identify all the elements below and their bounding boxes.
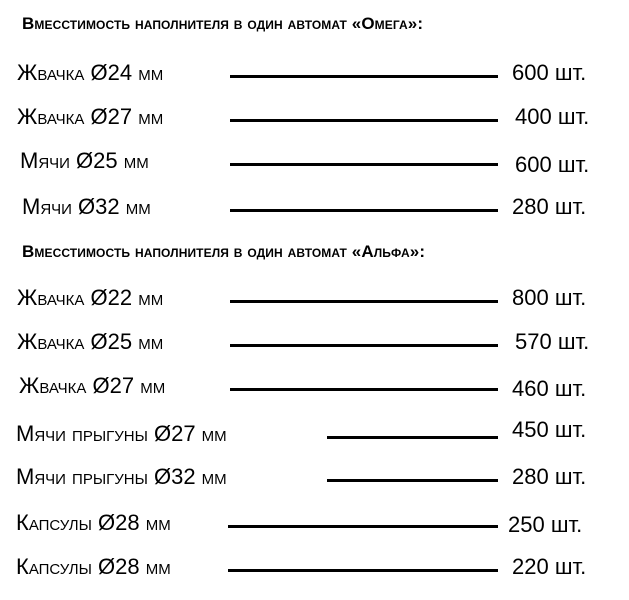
item-quantity: 570 шт. [515, 329, 590, 354]
capacity-row [0, 192, 629, 222]
item-label: Жвачка Ø27 мм [17, 104, 164, 129]
item-quantity: 280 шт. [512, 194, 587, 219]
leader-line [230, 209, 498, 212]
capacity-row [0, 102, 629, 132]
item-quantity: 400 шт. [515, 104, 590, 129]
leader-line [230, 75, 498, 78]
capacity-row [0, 462, 629, 492]
item-quantity: 460 шт. [512, 376, 587, 401]
item-label: Жвачка Ø25 мм [17, 329, 164, 354]
leader-line [228, 525, 498, 528]
item-label: Мячи Ø32 мм [22, 194, 151, 219]
item-quantity: 250 шт. [508, 512, 583, 537]
item-quantity: 800 шт. [512, 285, 587, 310]
item-quantity: 280 шт. [512, 464, 587, 489]
item-label: Мячи Ø25 мм [20, 148, 149, 173]
item-quantity: 600 шт. [512, 60, 587, 85]
capacity-row [0, 58, 629, 88]
item-label: Капсулы Ø28 мм [16, 510, 171, 535]
section-heading-omega: Вмесстимость наполнителя в один автомат «Омега»: [22, 14, 424, 33]
item-label: Капсулы Ø28 мм [16, 554, 171, 579]
leader-line [228, 569, 498, 572]
leader-line [327, 436, 498, 439]
leader-line [230, 119, 498, 122]
capacity-row [0, 327, 629, 357]
capacity-row [0, 283, 629, 313]
item-label: Мячи прыгуны Ø27 мм [16, 421, 227, 446]
item-quantity: 220 шт. [512, 554, 587, 579]
capacity-row [0, 552, 629, 582]
capacity-row [0, 371, 629, 401]
leader-line [327, 479, 498, 482]
capacity-row [0, 419, 629, 449]
leader-line [230, 300, 498, 303]
capacity-row [0, 508, 629, 538]
capacity-row [0, 146, 629, 176]
leader-line [230, 344, 498, 347]
leader-line [230, 163, 498, 166]
section-heading-alfa: Вмесстимость наполнителя в один автомат «Альфа»: [22, 242, 426, 261]
item-quantity: 450 шт. [512, 417, 587, 442]
item-label: Мячи прыгуны Ø32 мм [16, 464, 227, 489]
item-label: Жвачка Ø24 мм [17, 60, 164, 85]
item-label: Жвачка Ø22 мм [17, 285, 164, 310]
item-quantity: 600 шт. [515, 152, 590, 177]
leader-line [230, 388, 498, 391]
item-label: Жвачка Ø27 мм [19, 373, 166, 398]
